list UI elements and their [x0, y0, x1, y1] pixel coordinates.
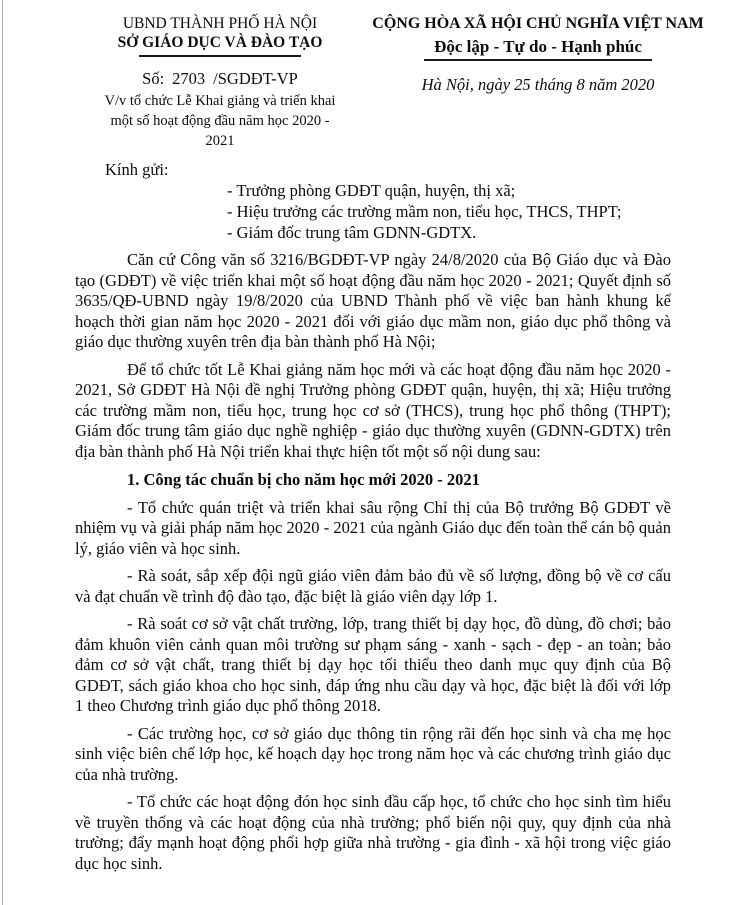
- document-number-label: Số:: [142, 69, 165, 88]
- place-and-date: Hà Nội, ngày 25 tháng 8 năm 2020: [421, 75, 655, 94]
- paragraph-request: Để tổ chức tốt Lễ Khai giảng năm học mới và các hoạt động đầu năm học 2020 - 2021, Sở GDĐT Hà Nội đề nghị Trưởng phòng GDĐT quận, huyện, thị xã; Hiệu trưởng các trường mầm non, tiểu học, trung học cơ sở (THCS), trung học phổ thông (THPT); Giám đốc trung tâm giáo dục nghề nghiệp - giáo dục thường xuyên (GDNN-GDTX) trên địa bàn thành phố Hà Nội triển khai thực hiện tốt một số nội dung sau:: [75, 359, 671, 461]
- paragraph-legal-basis: Căn cứ Công văn số 3216/BGDĐT-VP ngày 24/8/2020 của Bộ Giáo dục và Đào tạo (GDĐT) về việc triển khai một số hoạt động đầu năm học 2020 - 2021; Quyết định số 3635/QĐ-UBND ngày 19/8/2020 của UBND Thành phố về việc ban hành khung kế hoạch thời gian năm học 2020 - 2021 đối với giáo dục mầm non, giáo dục phổ thông và giáo dục thường xuyên trên địa bàn thành phố Hà Nội;: [75, 250, 671, 351]
- recipient-item: - Trưởng phòng GDĐT quận, huyện, thị xã;: [227, 181, 516, 200]
- document-number-value: 2703: [172, 69, 206, 88]
- document-subject: V/v tổ chức Lễ Khai giảng và triển khai một số hoạt động đầu năm học 2020 - 2021: [104, 93, 336, 149]
- document-body: [0, 160, 744, 874]
- document-number-suffix: /SGDĐT-VP: [213, 69, 298, 88]
- issuing-authority-name: SỞ GIÁO DỤC VÀ ĐÀO TẠO: [117, 34, 323, 51]
- section-1-heading: 1. Công tác chuẩn bị cho năm học mới 2020 - 2021: [127, 470, 480, 489]
- recipient-list: [75, 180, 671, 243]
- section-1-bullet: - Các trường học, cơ sở giáo dục thông tin rộng rãi đến học sinh và cha mẹ học sinh việc biên chế lớp học, kế hoạch dạy học trong năm học và các chương trình giáo dục của nhà trường.: [75, 723, 671, 784]
- salutation: Kính gửi:: [105, 160, 169, 179]
- issuing-authority-block: [70, 14, 370, 151]
- national-motto: Độc lập - Tự do - Hạnh phúc: [424, 36, 652, 61]
- issuing-authority-underline: [139, 55, 301, 57]
- recipient-item: - Giám đốc trung tâm GDNN-GDTX.: [227, 223, 477, 242]
- national-header-block: [370, 14, 706, 151]
- issuing-authority-parent: UBND THÀNH PHỐ HÀ NỘI: [122, 15, 318, 32]
- document-number-line: [70, 69, 370, 88]
- national-title: CỘNG HÒA XÃ HỘI CHỦ NGHĨA VIỆT NAM: [372, 15, 704, 32]
- section-1-bullet: - Rà soát cơ sở vật chất trường, lớp, trang thiết bị dạy học, đồ dùng, đồ chơi; bảo đảm khuôn viên cảnh quan môi trường sư phạm sáng - xanh - sạch - đẹp - an toàn; bảo đảm cơ sở vật chất, trang thiết bị dạy học tối thiểu theo danh mục quy định của Bộ GDĐT, sách giáo khoa cho học sinh, đáp ứng nhu cầu dạy và học, đặc biệt là đối với lớp 1 theo Chương trình giáo dục phổ thông 2018.: [75, 614, 671, 715]
- section-1-bullet: - Tổ chức các hoạt động đón học sinh đầu cấp học, tổ chức cho học sinh tìm hiểu về truyền thống và các hoạt động của nhà trường; phổ biến nội quy, quy định của nhà trường; đẩy mạnh hoạt động phối hợp giữa nhà trường - gia đình - xã hội trong việc giáo dục học sinh.: [75, 792, 671, 873]
- recipient-item: - Hiệu trưởng các trường mầm non, tiểu học, THCS, THPT;: [227, 202, 622, 221]
- document-header: [0, 0, 744, 151]
- national-motto-line: [370, 36, 706, 61]
- section-1-bullet: - Rà soát, sắp xếp đội ngũ giáo viên đảm bảo đủ về số lượng, đồng bộ về cơ cấu và đạt chuẩn về trình độ đào tạo, đặc biệt là giáo viên dạy lớp 1.: [75, 566, 671, 606]
- section-1-bullet: - Tổ chức quán triệt và triển khai sâu rộng Chỉ thị của Bộ trưởng Bộ GDĐT về nhiệm vụ và giải pháp năm học 2020 - 2021 của ngành Giáo dục đến toàn thể cán bộ quản lý, giáo viên và học sinh.: [75, 497, 671, 558]
- page-left-edge: [2, 0, 3, 905]
